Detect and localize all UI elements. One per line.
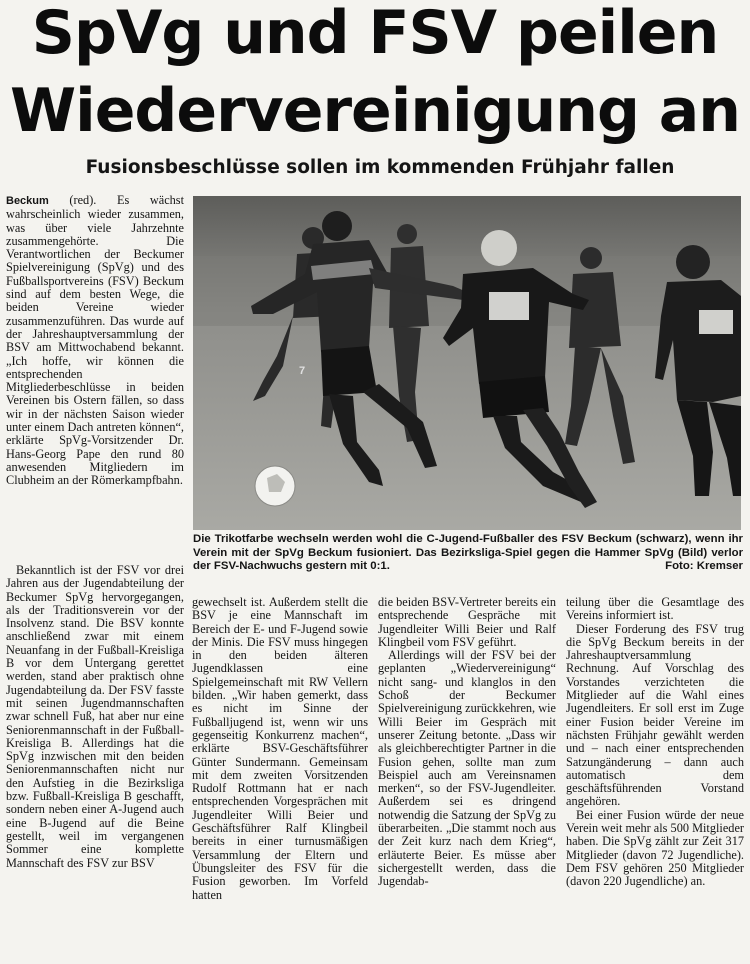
paragraph-info: teilung über die Gesamtlage des Vereins informiert ist.: [566, 596, 744, 623]
paragraph-demand: Dieser Forderung des FSV trug die SpVg Beckum bereits in der Jahreshauptversammlung Rechnung. Auf Vorschlag des Vorstandes verzichteten die Mitglieder auf die Wahl eines Jugendleiters. Er soll erst im Zuge einer Fusion beider Vereine im nächsten Frühjahr gewählt werden und – nach einer entsprechenden Satzungänderung – dann auch automatisch dem geschäftsführenden Vorstand angehören.: [566, 621, 744, 809]
article-column-2: [192, 596, 368, 962]
article-column-4: [566, 596, 744, 962]
paragraph-talks: die beiden BSV-Vertreter bereits ein entsprechende Gespräche mit Jugendleiter Willi Beier und Ralf Klingbeil vom FSV geführt.: [378, 596, 556, 649]
paragraph-history: Bekanntlich ist der FSV vor drei Jahren aus der Jugendabteilung der Beckumer SpVg hervorgegangen, als der Traditionsverein vor der Insolvenz stand. Die BSV konnte anschließend zwar mit einem Neuanfang in der Fußball-Kreisliga B vor dem Untergang gerettet werden, stand aber praktisch ohne Jugendabteilung da. Der FSV fasste mit seinen Jugendmannschaften zwar schnell Fuß, hat aber nur eine Seniorenmannschaft in der Fußball-Kreisliga B. Allerdings hat die SpVg inzwischen mit den beiden Seniorenmannschaften nicht nur den Aufstieg in die Bezirksliga bzw. Fußball-Kreisliga B geschafft, sondern neben einer A-Jugend auch eine B-Jugend auf die Beine gestellt, weil im vergangenen Sommer eine komplette Mannschaft des FSV zur BSV: [6, 564, 184, 870]
jersey-number: 7: [299, 365, 306, 377]
subheadline: Fusionsbeschlüsse sollen im kommenden Frühjahr fallen: [85, 157, 675, 178]
photo-credit: Foto: Kremser: [665, 560, 743, 572]
paragraph-members: Bei einer Fusion würde der neue Verein weit mehr als 500 Mitglieder haben. Die SpVg zählt zur Zeit 317 Mitglieder (davon 72 Jugendliche). Dem FSV gehören 250 Mitglieder (davon 220 Jugendliche) an.: [566, 807, 744, 889]
headline-line-2: Wiedervereinigung an: [9, 76, 741, 146]
soccer-ball: [255, 466, 295, 506]
dateline: Beckum: [6, 195, 49, 207]
match-photo: [193, 196, 741, 530]
photo-caption: [193, 533, 743, 574]
article-column-1-lower: [6, 564, 184, 962]
article-column-1: [6, 194, 184, 564]
article-column-3: [378, 596, 556, 962]
paragraph-youth: gewechselt ist. Außerdem stellt die BSV je eine Mannschaft im Bereich der E- und F-Jugend sowie der Minis. Die FSV muss hingegen in den beiden älteren Jugendklassen eine Spielgemeinschaft mit RW Vellern bilden. „Wir haben gemerkt, dass es nicht im Sinne der Fußballjugend ist, wenn wir uns gegenseitig Konkurrenz machen“, erklärte BSV-Geschäftsführer Günter Sundermann. Gemeinsam mit dem zweiten Vorsitzenden Rudolf Rottmann hat er nach entsprechenden Vorgesprächen mit Jugendleiter Willi Beier und Geschäftsführer Ralf Klingbeil bereits in einer turnusmäßigen Versammlung der Eltern und Übungsleiter des FSV für die Fusion geworben. Im Vorfeld hatten: [192, 596, 368, 902]
paragraph-intro: (red). Es wächst wahrscheinlich wieder zusammen, was über viele Jahrzehnte zusammengehörte. Die Verantwortlichen der Beckumer Spielvereinigung (SpVg) und des Fußballsportvereins (FSV) Beckum sind auf dem besten Wege, die beiden Vereine wieder zusammenzuführen. Das wurde auf der Jahreshauptversammlung der BSV am Mittwochabend bekannt. „Ich hoffe, wir können die entsprechenden Mitgliederbeschlüsse in beiden Vereinen bis Ostern fällen, so dass wir in der nächsten Saison wieder unter einem Dach antreten können“, erklärte SpVg-Vorsitzender Dr. Hans-Georg Pape den rund 80 anwesenden Mitgliedern im Clubheim an der Römerkampfbahn.: [6, 194, 184, 488]
headline-line-1: SpVg und FSV peilen: [31, 0, 719, 68]
paragraph-partner: Allerdings will der FSV bei der geplanten „Wiedervereinigung“ nicht sang- und klanglos in den Schoß der Beckumer Spielvereinigung zurückkehren, wie Willi Beier im Gespräch mit unserer Zeitung betonte. „Dass wir als gleichberechtigter Partner in die Fusion gehen, sollte man zum Beispiel auch am Vereinsnamen merken“, so der FSV-Jugendleiter. Außerdem sei es dringend notwendig die Satzung der SpVg zu überarbeiten. „Die stammt noch aus der Zeit kurz nach dem Krieg“, erläuterte Beier. Es müsse aber sichergestellt werden, dass die Jugendab-: [378, 648, 556, 889]
caption-text: Die Trikotfarbe wechseln werden wohl die C-Jugend-Fußballer des FSV Beckum (schwarz), wenn ihr Verein mit der SpVg Beckum fusioniert. Das Bezirksliga-Spiel gegen die Hammer SpVg (Bild) verlor der FSV-Nachwuchs gestern mit 0:1.: [193, 533, 743, 572]
